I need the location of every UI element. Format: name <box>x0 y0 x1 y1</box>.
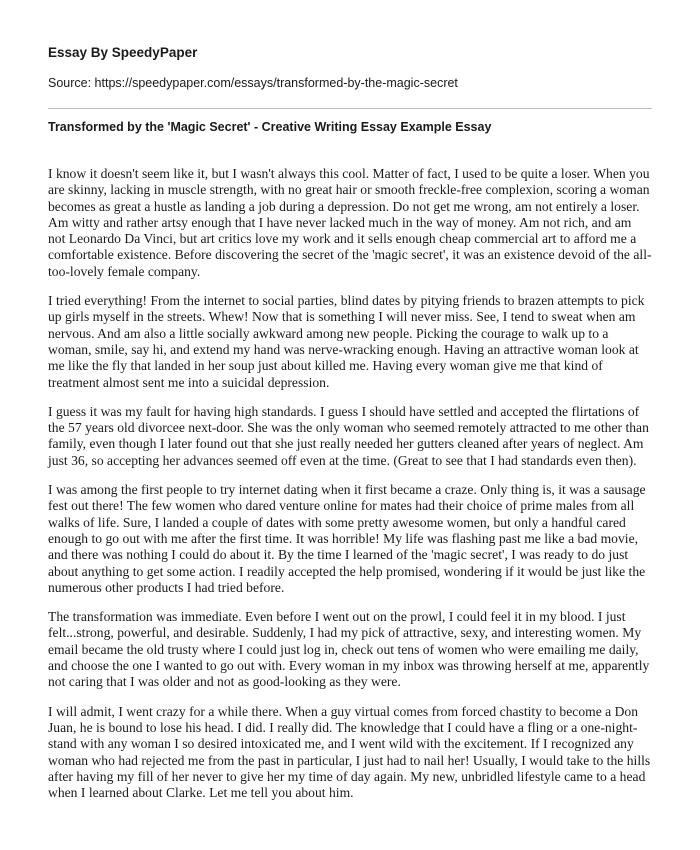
site-title: Essay By SpeedyPaper <box>48 45 198 60</box>
paragraph: I know it doesn't seem like it, but I wasn't always this cool. Matter of fact, I used to be quite a loser. When you are skinny, lacking in muscle strength, with no great hair or smooth freckle-free complexion, scoring a woman becomes as great a hustle as landing a job during a depression. Do not get me wrong, am not entirely a loser. Am witty and rather artsy enough that I have never lacked much in the way of money. Am not rich, and am not Leonardo Da Vinci, but art critics love my work and it sells enough cheap commercial art to afford me a comfortable existence. Before discovering the secret of the 'magic secret', it was an existence devoid of the all-too-lovely female company. <box>48 166 652 279</box>
essay-title: Transformed by the 'Magic Secret' - Creative Writing Essay Example Essay <box>48 120 492 134</box>
paragraph: I guess it was my fault for having high standards. I guess I should have settled and accepted the flirtations of the 57 years old divorcee next-door. She was the only woman who seemed remotely attracted to me other than family, even though I later found out that she just really needed her gutters cleaned after years of neglect. Am just 36, so accepting her advances seemed off even at the time. (Great to see that I had standards even then). <box>48 403 649 468</box>
source-line: Source: https://speedypaper.com/essays/transformed-by-the-magic-secret <box>48 76 458 90</box>
header-divider <box>48 108 652 109</box>
paragraph: I tried everything! From the internet to social parties, blind dates by pitying friends to brazen attempts to pick up girls myself in the streets. Whew! Now that is something I will never miss. See, I tend to sweat when am nervous. And am also a little socially awkward among new people. Picking the courage to walk up to a woman, smile, say hi, and extend my hand was nerve-wracking enough. Having an attractive woman look at me like the fly that landed in her soup just about killed me. Having every woman give me that kind of treatment almost sent me into a suicidal depression. <box>48 293 645 390</box>
essay-body <box>48 166 652 801</box>
paragraph: I was among the first people to try internet dating when it first became a craze. Only thing is, it was a sausage fest out there! The few women who dared venture online for mates had their choice of prime males from all walks of life. Sure, I landed a couple of dates with some pretty awesome women, but only a handful cared enough to go out with me after the first time. It was horrible! My life was flashing past me like a bad movie, and there was nothing I could do about it. By the time I learned of the 'magic secret', I was ready to do just about anything to get some action. I readily accepted the help promised, wondering if it would be just like the numerous other products I had tried before. <box>48 482 646 595</box>
paragraph: The transformation was immediate. Even before I went out on the prowl, I could feel it in my blood. I just felt...strong, powerful, and desirable. Suddenly, I had my pick of attractive, sexy, and interesting women. My email became the old trusty where I could just log in, check out tens of women who were emailing me daily, and choose the one I wanted to go out with. Every woman in my inbox was throwing herself at me, apparently not caring that I was older and not as good-looking as they were. <box>48 609 650 690</box>
paragraph: I will admit, I went crazy for a while there. When a guy virtual comes from forced chastity to become a Don Juan, he is bound to lose his head. I did. I really did. The knowledge that I could have a fling or a one-night-stand with any woman I so desired intoxicated me, and I went wild with the excitement. If I recognized any woman who had rejected me from the past in particular, I just had to nail her! Usually, I would take to the hills after having my fill of her never to give her my time of day again. My new, unbridled lifestyle came to a head when I learned about Clarke. Let me tell you about him. <box>48 703 651 801</box>
